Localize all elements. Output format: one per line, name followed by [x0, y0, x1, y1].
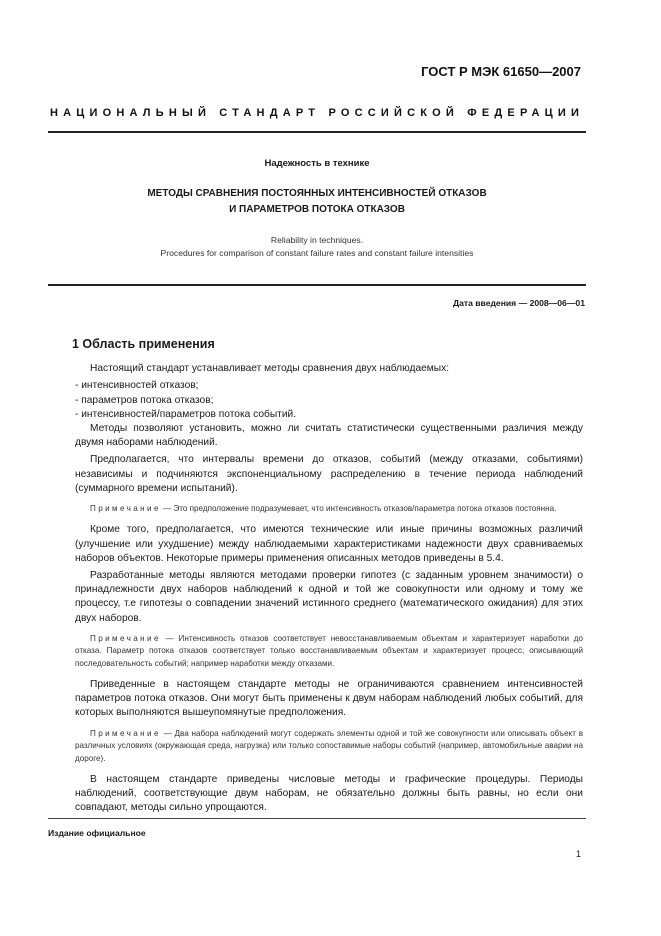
note-1-text: — Это предположение подразумевает, что интенсивность отказов/параметра потока отказов постоянна. — [160, 504, 557, 514]
national-standard-banner: НАЦИОНАЛЬНЫЙ СТАНДАРТ РОССИЙСКОЙ ФЕДЕРАЦИИ — [50, 107, 585, 119]
title-line-2: И ПАРАМЕТРОВ ПОТОКА ОТКАЗОВ — [229, 204, 405, 215]
paragraph-6: Приведенные в настоящем стандарте методы не ограничиваются сравнением интенсивностей параметров потока отказов. Они могут быть применены к двум наборам наблюдений любых событий, для которых выполняются вышеупомянутые предположения. — [75, 679, 583, 719]
paragraph-4: Кроме того, предполагается, что имеются технические или иные причины возможных различий (улучшение или ухудшение) между наблюдаемыми характеристиками надежности двух сравниваемых наборов объектов. Некоторые примеры применения описанных методов приведены в 5.4. — [75, 524, 583, 564]
note-2-text: — Интенсивность отказов соответствует невосстанавливаемым объектам и характеризует наработки до отказа. Параметр потока отказов соответствует только восстанавливаемым объектам и характеризует процесс, описывающий последовательность событий; например наработки между отказами. — [75, 633, 583, 668]
list-item: - интенсивностей отказов; — [75, 380, 199, 392]
paragraph-5: Разработанные методы являются методами проверки гипотез (с заданным уровнем значимости) о принадлежности двух наборов наблюдений к одной и той же совокупности или одному и тому же процессу, т.е гипотезы о совпадении значений истинного среднего (математического ожидания) для этих двух наборов. — [75, 570, 583, 624]
note-2 — [75, 633, 583, 670]
footer-rule — [48, 818, 586, 819]
official-edition-label: Издание официальное — [48, 828, 146, 838]
document-title — [48, 186, 586, 218]
page-number: 1 — [575, 849, 581, 859]
list-item: - интенсивностей/параметров потока событий. — [75, 408, 297, 420]
note-1 — [75, 503, 583, 515]
note-label: Примечание — [90, 504, 161, 514]
list-item: - параметров потока отказов; — [75, 394, 214, 406]
note-label: Примечание — [90, 633, 161, 643]
section-title: 1 Область применения — [72, 337, 215, 351]
paragraph-2: Методы позволяют установить, можно ли считать статистически существенными различия между двумя наборами наблюдений. — [75, 423, 583, 449]
paragraph-7: В настоящем стандарте приведены числовые методы и графические процедуры. Периоды наблюдений, соответствующие двум наборам, не обязательно должны быть равны, но если они совпадают, методы сильно упрощаются. — [75, 773, 583, 814]
english-title-line-1: Reliability in techniques. — [270, 235, 364, 245]
paragraph-3: Предполагается, что интервалы времени до отказов, событий (между отказами, событиями) независимы и подчиняются экспоненциальному распределению в течение периода наблюдений (суммарного времени испытаний). — [75, 454, 583, 494]
section-body — [72, 337, 583, 819]
title-series: Надежность в технике — [264, 158, 370, 169]
standard-code: ГОСТ Р МЭК 61650—2007 — [421, 64, 581, 79]
introduction-date: Дата введения — 2008—06—01 — [452, 298, 585, 308]
note-label: Примечание — [90, 728, 161, 738]
note-3 — [75, 728, 583, 765]
note-3-text: — Два набора наблюдений могут содержать элементы одной и той же совокупности или описывать объект в различных условиях (окружающая среда, нагрузка) или только сопоставимые наборы событий (например, автомобильные аварии на дороге). — [75, 728, 583, 763]
title-rule — [48, 284, 586, 286]
english-title-line-2: Procedures for comparison of constant failure rates and constant failure intensities — [160, 248, 474, 258]
title-line-1: МЕТОДЫ СРАВНЕНИЯ ПОСТОЯННЫХ ИНТЕНСИВНОСТЕЙ ОТКАЗОВ — [147, 188, 487, 199]
english-title — [48, 234, 586, 260]
header-rule — [48, 131, 586, 133]
paragraph-1: Настоящий стандарт устанавливает методы сравнения двух наблюдаемых: — [90, 363, 450, 375]
